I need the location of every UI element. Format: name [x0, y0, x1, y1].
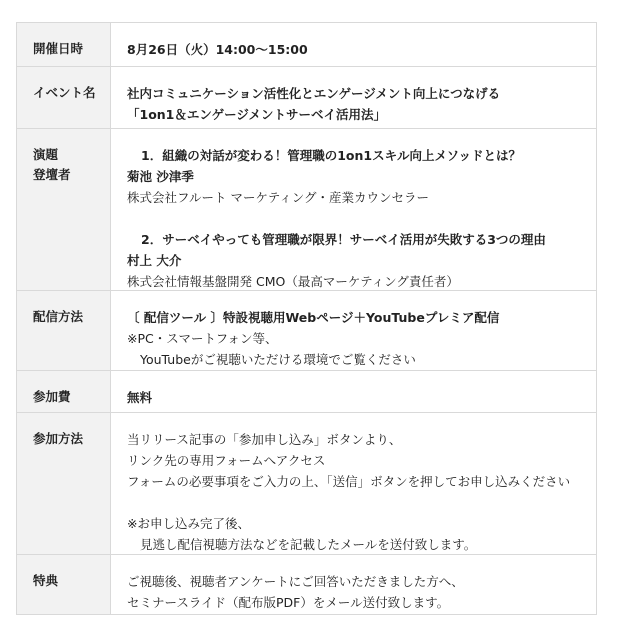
talk-title: 1．組織の対話が変わる！管理職の1on1スキル向上メソッドとは？ — [141, 148, 521, 163]
spacer — [127, 492, 596, 513]
delivery-note: ※PC・スマートフォン等、 — [127, 331, 278, 346]
row-label: イベント名 — [17, 67, 111, 128]
spacer — [127, 208, 596, 229]
event-name-line: 「1on1＆エンゲージメントサーベイ活用法」 — [127, 107, 387, 122]
speaker-name: 村上 大介 — [127, 253, 182, 268]
row-content — [111, 23, 596, 66]
speaker-affiliation: 株式会社情報基盤開発 CMO（最高マーケティング責任者） — [127, 274, 459, 289]
row-benefit — [16, 555, 597, 615]
join-instruction: リンク先の専用フォームへアクセス — [127, 453, 326, 468]
talk-title: 2．サーベイやっても管理職が限界！サーベイ活用が失敗する3つの理由 — [141, 232, 546, 247]
fee-value: 無料 — [127, 390, 153, 405]
row-how-to-join — [16, 413, 597, 555]
row-content — [111, 67, 596, 128]
row-content — [111, 129, 596, 290]
row-event-name — [16, 67, 597, 129]
event-info-table — [16, 22, 597, 615]
join-note: ※お申し込み完了後、 — [127, 516, 250, 531]
join-instruction: 当リリース記事の「参加申し込み」ボタンより、 — [127, 432, 402, 447]
row-label: 特典 — [17, 555, 111, 614]
event-name-line: 社内コミュニケーション活性化とエンゲージメント向上につなげる — [127, 86, 501, 101]
speaker-name: 菊池 沙津季 — [127, 169, 194, 184]
benefit-text: ご視聴後、視聴者アンケートにご回答いただきました方へ、 — [127, 574, 464, 589]
row-content — [111, 291, 596, 370]
row-fee — [16, 371, 597, 413]
row-content — [111, 413, 596, 554]
row-label: 参加方法 — [17, 413, 111, 554]
row-label: 配信方法 — [17, 291, 111, 370]
row-label: 開催日時 — [17, 23, 111, 66]
datetime-text: 8月26日（火）14:00〜15:00 — [127, 42, 308, 57]
speaker-affiliation: 株式会社フルート マーケティング・産業カウンセラー — [127, 190, 429, 205]
row-content — [111, 555, 596, 614]
benefit-text: セミナースライド（配布版PDF）をメール送付致します。 — [127, 595, 450, 610]
delivery-note: YouTubeがご視聴いただける環境でご覧ください — [140, 352, 416, 367]
join-note: 見逃し配信視聴方法などを記載したメールを送付致します。 — [140, 537, 477, 552]
row-label: 参加費 — [17, 371, 111, 412]
join-instruction: フォームの必要事項をご入力の上、「送信」ボタンを押してお申し込みください — [127, 474, 571, 489]
row-delivery — [16, 291, 597, 371]
delivery-tool: 〔 配信ツール 〕特設視聴用Webページ＋YouTubeプレミア配信 — [127, 310, 500, 325]
row-speakers — [16, 129, 597, 291]
row-datetime — [16, 23, 597, 67]
row-label: 演題 登壇者 — [17, 129, 111, 290]
row-content — [111, 371, 596, 412]
